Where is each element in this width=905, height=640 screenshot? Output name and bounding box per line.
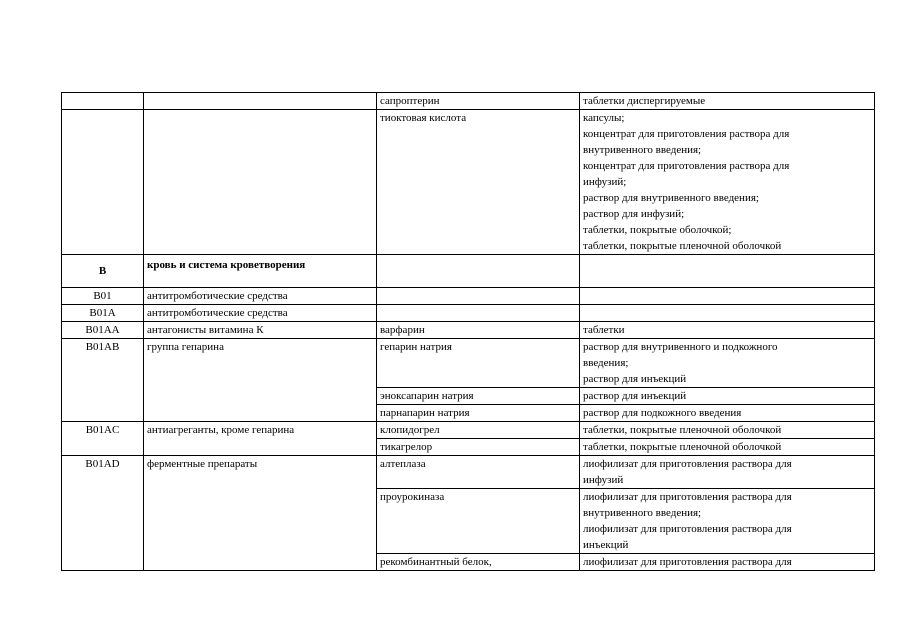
group-name-cell: кровь и система кроветворения: [144, 255, 377, 288]
drug-name-cell: варфарин: [377, 322, 580, 339]
dosage-form-line: таблетки, покрытые пленочной оболочкой: [583, 240, 782, 252]
drug-name-cell: тиоктовая кислота: [377, 110, 580, 255]
dosage-form-line: введения;: [583, 357, 629, 369]
atc-code-cell: B01A: [62, 305, 144, 322]
dosage-form-cell: [580, 554, 875, 571]
atc-code-cell: B01AB: [62, 339, 144, 422]
dosage-form-line: лиофилизат для приготовления раствора для: [583, 523, 792, 535]
dosage-form-line: раствор для внутривенного и подкожного: [583, 341, 778, 353]
dosage-form-cell: [580, 405, 875, 422]
group-name-cell: антиагреганты, кроме гепарина: [144, 422, 377, 456]
dosage-form-line: таблетки, покрытые пленочной оболочкой: [583, 424, 782, 436]
group-name-cell: группа гепарина: [144, 339, 377, 422]
group-name-cell: ферментные препараты: [144, 456, 377, 571]
dosage-form-cell: [580, 110, 875, 255]
group-name-cell: антитромботические средства: [144, 288, 377, 305]
drug-name-cell: гепарин натрия: [377, 339, 580, 388]
drug-name-cell: парнапарин натрия: [377, 405, 580, 422]
dosage-form-line: таблетки: [583, 324, 625, 336]
dosage-form-line: таблетки, покрытые оболочкой;: [583, 224, 732, 236]
drug-name-cell: рекомбинантный белок,: [377, 554, 580, 571]
table-row: [62, 456, 875, 489]
dosage-form-cell: [580, 255, 875, 288]
dosage-form-line: таблетки, покрытые пленочной оболочкой: [583, 441, 782, 453]
dosage-form-line: раствор для инъекций: [583, 390, 687, 402]
dosage-form-cell: [580, 305, 875, 322]
drug-name-cell: проурокиназа: [377, 489, 580, 554]
dosage-form-line: инъекций: [583, 539, 629, 551]
atc-code-cell: B01: [62, 288, 144, 305]
dosage-form-line: раствор для подкожного введения: [583, 407, 742, 419]
dosage-form-line: внутривенного введения;: [583, 144, 702, 156]
dosage-form-line: капсулы;: [583, 112, 625, 124]
table-row: [62, 288, 875, 305]
atc-code-cell: [62, 93, 144, 110]
drug-name-cell: сапроптерин: [377, 93, 580, 110]
dosage-form-line: инфузий: [583, 474, 624, 486]
table-row: [62, 305, 875, 322]
dosage-form-cell: [580, 456, 875, 489]
table-row: [62, 339, 875, 388]
dosage-form-line: инфузий;: [583, 176, 627, 188]
dosage-form-line: концентрат для приготовления раствора для: [583, 128, 790, 140]
table-row: [62, 255, 875, 288]
atc-code-cell: [62, 110, 144, 255]
dosage-form-line: лиофилизат для приготовления раствора для: [583, 458, 792, 470]
dosage-form-cell: [580, 288, 875, 305]
group-name-cell: [144, 93, 377, 110]
dosage-form-cell: [580, 422, 875, 439]
dosage-form-line: таблетки диспергируемые: [583, 95, 706, 107]
dosage-form-line: раствор для инфузий;: [583, 208, 685, 220]
dosage-form-line: раствор для инъекций: [583, 373, 687, 385]
group-name-cell: антагонисты витамина К: [144, 322, 377, 339]
drug-name-cell: алтеплаза: [377, 456, 580, 489]
dosage-form-cell: [580, 322, 875, 339]
dosage-form-cell: [580, 93, 875, 110]
drug-name-cell: эноксапарин натрия: [377, 388, 580, 405]
dosage-form-line: лиофилизат для приготовления раствора для: [583, 491, 792, 503]
dosage-form-line: раствор для внутривенного введения;: [583, 192, 759, 204]
drug-name-cell: тикагрелор: [377, 439, 580, 456]
dosage-form-line: концентрат для приготовления раствора для: [583, 160, 790, 172]
table-row: [62, 110, 875, 255]
atc-code-cell: B: [62, 255, 144, 288]
dosage-form-cell: [580, 388, 875, 405]
drug-name-cell: клопидогрел: [377, 422, 580, 439]
dosage-form-line: лиофилизат для приготовления раствора для: [583, 556, 792, 568]
dosage-form-cell: [580, 489, 875, 554]
table-row: [62, 322, 875, 339]
group-name-cell: [144, 110, 377, 255]
drug-classification-table: [61, 92, 875, 571]
atc-code-cell: B01AD: [62, 456, 144, 571]
drug-name-cell: [377, 305, 580, 322]
dosage-form-line: внутривенного введения;: [583, 507, 702, 519]
dosage-form-cell: [580, 439, 875, 456]
atc-code-cell: B01AC: [62, 422, 144, 456]
table-row: [62, 422, 875, 439]
dosage-form-cell: [580, 339, 875, 388]
table-row: [62, 93, 875, 110]
drug-name-cell: [377, 288, 580, 305]
drug-name-cell: [377, 255, 580, 288]
atc-code-cell: B01AA: [62, 322, 144, 339]
group-name-cell: антитромботические средства: [144, 305, 377, 322]
